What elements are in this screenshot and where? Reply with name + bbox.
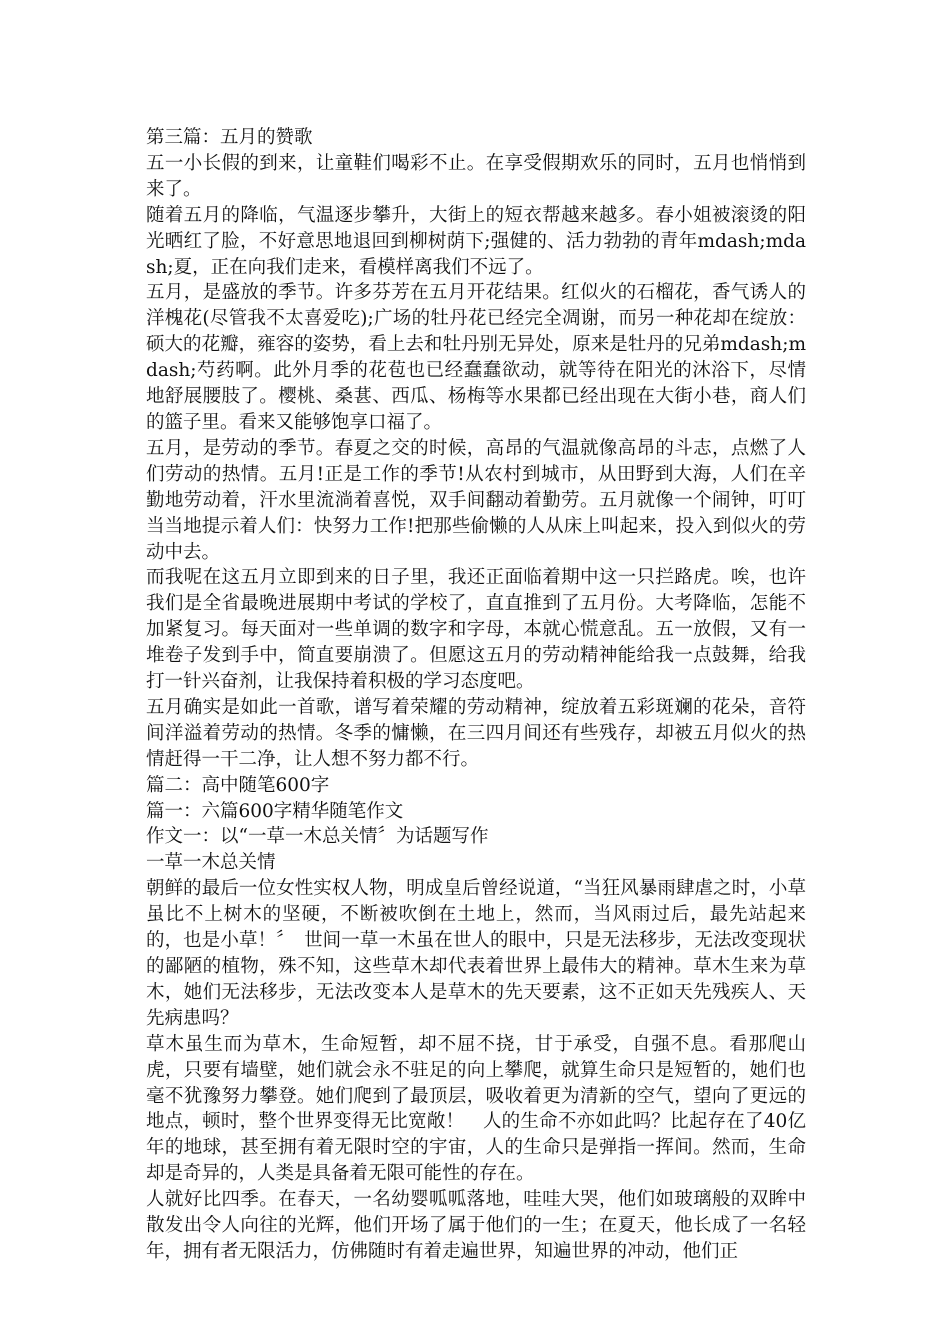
paragraph: 朝鲜的最后一位女性实权人物，明成皇后曾经说道，“当狂风暴雨肆虐之时，小草虽比不上树木的坚硬，不断被吹倒在土地上，然而，当风雨过后，最先站起来的，也是小草！〞 世间一草一木虽在世人的眼中，只是无法移步，无法改变现状的鄙陋的植物，殊不知，这些草木却代表着世界上最伟大的精神。草木生来为草木，她们无法移步，无法改变本人是草木的先天要素，这不正如天先残疾人、天先病患吗？: [146, 878, 806, 1029]
heading-essay-title: 一草一木总关情: [146, 852, 276, 874]
paragraph: 人就好比四季。在春天，一名幼婴呱呱落地，哇哇大哭，他们如玻璃般的双眸中散发出令人向往的光辉，他们开场了属于他们的一生；在夏天，他长成了一名轻年，拥有者无限活力，仿佛随时有着走遍世界，知遍世界的冲动，他们正: [146, 1189, 806, 1262]
paragraph: 五月，是盛放的季节。许多芬芳在五月开花结果。红似火的石榴花，香气诱人的洋槐花(尽管我不太喜爱吃);广场的牡丹花已经完全凋谢，而另一种花却在绽放：硕大的花瓣，雍容的姿势，看上去和牡丹别无异处，原来是牡丹的兄弟mdash;mdash;芍药啊。此外月季的花苞也已经蠢蠢欲动，就等待在阳光的沐浴下，尽情地舒展腰肢了。樱桃、桑葚、西瓜、杨梅等水果都已经出现在大街小巷，商人们的篮子里。看来又能够饱享口福了。: [146, 282, 806, 433]
paragraph: 五月确实是如此一首歌，谱写着荣耀的劳动精神，绽放着五彩斑斓的花朵，音符间洋溢着劳动的热情。冬季的慵懒，在三四月间还有些残存，却被五月似火的热情赶得一干二净，让人想不努力都不行。: [146, 696, 806, 770]
heading-part-one: 篇一：六篇600字精华随笔作文: [146, 800, 404, 822]
paragraph: 五一小长假的到来，让童鞋们喝彩不止。在享受假期欢乐的同时，五月也悄悄到来了。: [146, 152, 806, 200]
heading-may-ode: 第三篇：五月的赞歌: [146, 127, 313, 148]
paragraph: 随着五月的降临，气温逐步攀升，大街上的短衣帮越来越多。春小姐被滚烫的阳光晒红了脸，不好意思地退回到柳树荫下;强健的、活力勃勃的青年mdash;mdash;夏，正在向我们走来，看模样离我们不远了。: [146, 204, 806, 278]
paragraph: 五月，是劳动的季节。春夏之交的时候，高昂的气温就像高昂的斗志，点燃了人们劳动的热情。五月!正是工作的季节!从农村到城市，从田野到大海，人们在辛勤地劳动着，汗水里流淌着喜悦，双手间翻动着勤劳。五月就像一个闹钟，叮叮当当地提示着人们：快努力工作!把那些偷懒的人从床上叫起来，投入到似火的劳动中去。: [146, 437, 806, 563]
heading-part-two: 篇二：高中随笔600字: [146, 774, 330, 796]
paragraph: 草木虽生而为草木，生命短暂，却不屈不挠，甘于承受，自强不息。看那爬山虎，只要有墙壁，她们就会永不驻足的向上攀爬，就算生命只是短暂的，她们也毫不犹豫努力攀登。她们爬到了最顶层，吸收着更为清新的空气，望向了更远的地点，顿时，整个世界变得无比宽敞！ 人的生命不亦如此吗？比起存在了40亿年的地球，甚至拥有着无限时空的宇宙，人的生命只是弹指一挥间。然而，生命却是奇异的，人类是具备着无限可能性的存在。: [146, 1033, 806, 1185]
heading-essay-one: 作文一：以“一草一木总关情〞为话题写作: [146, 826, 489, 848]
document-body: [146, 125, 806, 1265]
paragraph: 而我呢在这五月立即到来的日子里，我还正面临着期中这一只拦路虎。唉，也许我们是全省最晚进展期中考试的学校了，直直推到了五月份。大考降临，怎能不加紧复习。每天面对一些单调的数字和字母，本就心慌意乱。五一放假，又有一堆卷子发到手中，简直要崩溃了。但愿这五月的劳动精神能给我一点鼓舞，给我打一针兴奋剂，让我保持着积极的学习态度吧。: [146, 567, 806, 693]
